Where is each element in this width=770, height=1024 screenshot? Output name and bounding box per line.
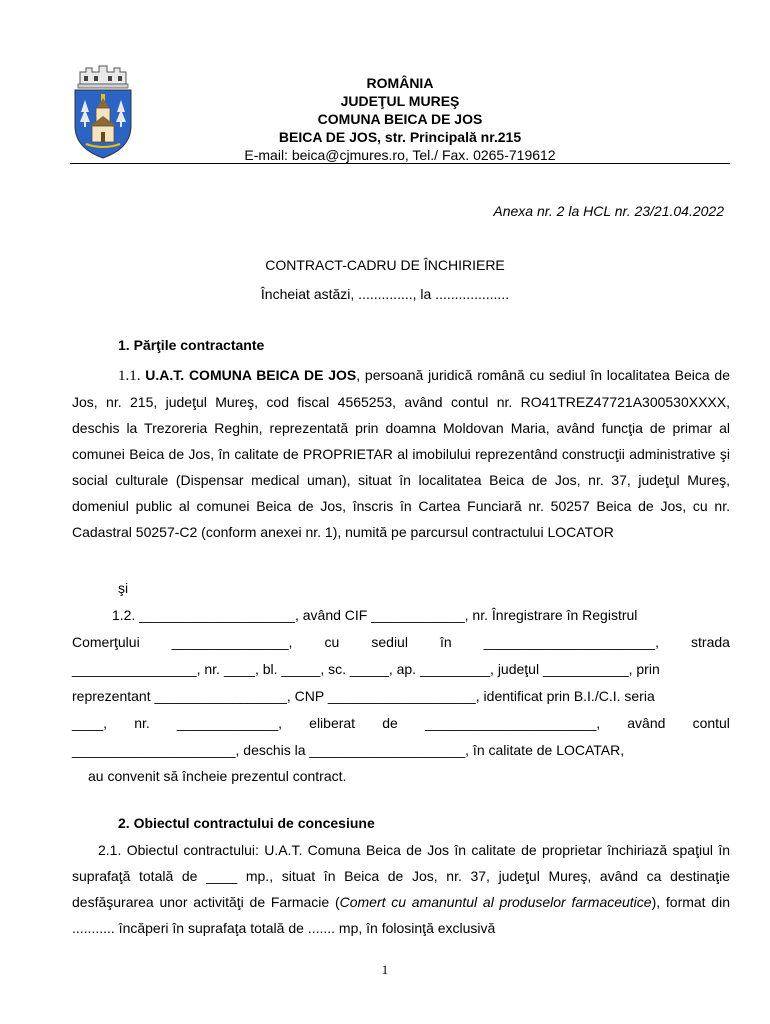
header-county: JUDEŢUL MUREŞ xyxy=(340,93,460,109)
line-word: _______________, xyxy=(171,634,293,650)
header-country: ROMÂNIA xyxy=(366,75,434,91)
page-number: 1 xyxy=(381,962,389,977)
paragraph-1-2-line-6: _____________________, deschis la ____________________, în calitate de LOCATAR, xyxy=(72,742,625,758)
section-1-heading: 1. Părţile contractante xyxy=(118,337,265,353)
line-word: sediul xyxy=(371,634,408,650)
paragraph-2-1 xyxy=(72,837,730,941)
coat-of-arms-icon xyxy=(72,64,134,160)
paragraph-1-2-line-3 xyxy=(72,661,730,681)
paragraph-1-1-number: 1.1. xyxy=(118,368,141,384)
paragraph-1-1 xyxy=(72,362,730,545)
paragraph-1-1-entity: U.A.T. COMUNA BEICA DE JOS xyxy=(145,367,357,383)
header-commune: COMUNA BEICA DE JOS xyxy=(317,111,483,127)
line-word: Comerţului xyxy=(72,634,140,650)
contract-concluded: Încheiat astăzi, .............., la ................... xyxy=(260,286,510,302)
line-word: ____, xyxy=(72,715,108,731)
paragraph-1-2-line-5 xyxy=(72,715,730,735)
annex-reference: Anexa nr. 2 la HCL nr. 23/21.04.2022 xyxy=(493,203,724,219)
agreement-statement: au convenit să încheie prezentul contract. xyxy=(88,768,347,784)
paragraph-1-2-line-2 xyxy=(72,634,730,654)
line-word: în xyxy=(440,634,452,650)
line-word: _____________, xyxy=(176,715,283,731)
line-word: nr. xyxy=(134,715,150,731)
header-address: BEICA DE JOS, str. Principală nr.215 xyxy=(278,129,522,145)
line-word: de xyxy=(382,715,398,731)
line-word: strada xyxy=(691,634,730,650)
section-2-heading: 2. Obiectul contractului de concesiune xyxy=(118,815,375,831)
line-word: eliberat xyxy=(309,715,356,731)
paragraph-1-1-text: , persoană juridică română cu sediul în localitatea Beica de Jos, nr. 215, judeţul Mureş, cod fiscal 4565253, având contul nr. RO41TREZ47721A300530XXXX, deschis la Trezoreria Reghin, reprezentată prin doamna Moldovan Maria, având funcţia de primar al comunei Beica de Jos, în calitate de PROPRIETAR al imobilului reprezentând construcţii administrative şi social culturale (Dispensar medical uman), situat în localitatea Beica de Jos, nr. 37, judeţul Mureş, domeniul public al comunei Beica de Jos, înscris în Cartea Funciară nr. 50257 Beica de Jos, cu nr. Cadastral 50257-C2 (conform anexei nr. 1), numită pe parcursul contractului LOCATOR xyxy=(72,367,730,540)
line-word: având xyxy=(627,715,666,731)
paragraph-2-1-text-a: 2.1. Obiectul contractului: U.A.T. Comuna Beica de Jos în calitate de proprietar închiriază spaţiul în suprafaţă totală de ____ mp., situat în Beica de Jos, nr. 37, judeţul Mureş, având ca destinaţie desfăşurarea unor activităţi de Farmacie ( xyxy=(72,842,730,910)
paragraph-1-2-line-1 xyxy=(112,607,730,627)
line-text: reprezentant _________________, CNP ___________________, identificat prin B.I./C.I. seria xyxy=(72,688,655,704)
line-text: 1.2. ____________________, având CIF ____________, nr. Înregistrare în Registrul xyxy=(112,607,638,623)
paragraph-2-1-italic: Comert cu amanuntul al produselor farmaceutice xyxy=(339,894,652,910)
line-word: cu xyxy=(324,634,340,650)
paragraph-2-1-text-b: ), format din ........... încăperi în suprafaţa totală de ....... mp, în folosinţă exclusivă xyxy=(72,894,730,936)
contract-title: CONTRACT-CADRU DE ÎNCHIRIERE xyxy=(265,257,505,273)
line-word: ______________________, xyxy=(424,715,601,731)
and-conjunction: şi xyxy=(118,580,129,596)
line-word: contul xyxy=(692,715,730,731)
paragraph-1-2-line-4 xyxy=(72,688,730,708)
line-text: ________________, nr. ____, bl. _____, sc. _____, ap. _________, judeţul ___________, prin xyxy=(72,661,660,677)
header-divider xyxy=(70,163,730,164)
header-contact: E-mail: beica@cjmures.ro, Tel./ Fax. 0265-719612 xyxy=(244,147,556,163)
line-word: ______________________, xyxy=(483,634,659,650)
